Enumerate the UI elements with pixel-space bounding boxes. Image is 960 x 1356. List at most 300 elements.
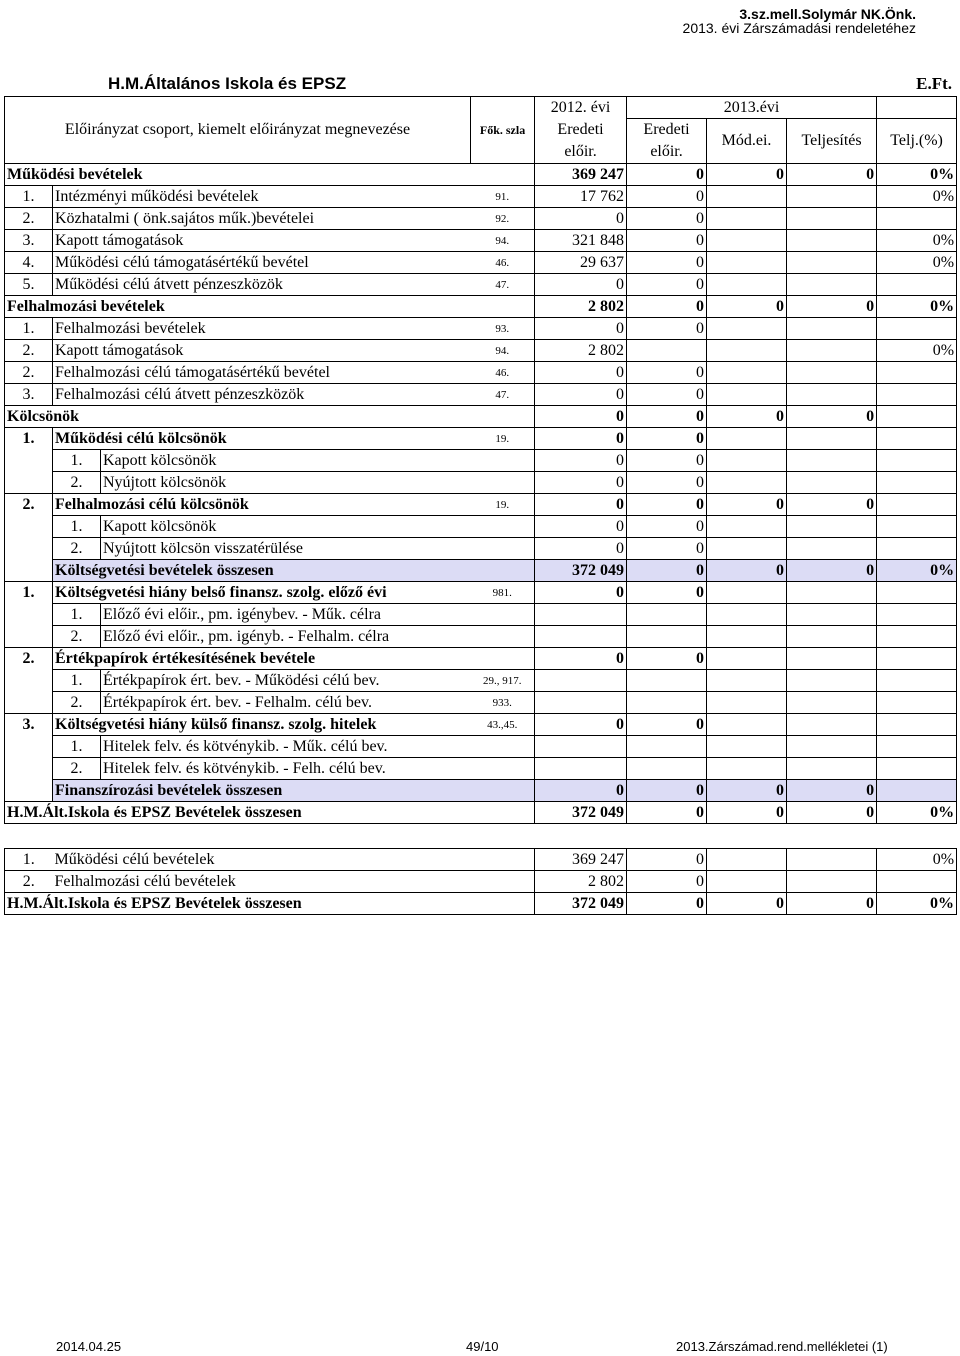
value-cell: 0: [627, 296, 707, 318]
value-cell: 0: [627, 560, 707, 582]
table-row: [5, 186, 957, 208]
value-cell: [787, 871, 877, 893]
table-row: [5, 802, 957, 824]
value-cell: 0: [787, 164, 877, 186]
row-code: 43.,45.: [471, 714, 535, 736]
row-name: Kapott kölcsönök: [101, 516, 471, 538]
value-cell: 0: [627, 516, 707, 538]
header-name: Előirányzat csoport, kiemelt előirányzat megnevezése: [5, 97, 471, 164]
value-cell: [787, 670, 877, 692]
value-cell: 0: [787, 494, 877, 516]
row-number: 1.: [5, 582, 53, 604]
row-number: 1.: [53, 516, 101, 538]
value-cell: [877, 670, 957, 692]
row-name: Felhalmozási célú átvett pénzeszközök: [53, 384, 471, 406]
value-cell: [707, 582, 787, 604]
value-cell: [707, 758, 787, 780]
value-cell: 0: [627, 780, 707, 802]
value-cell: 0%: [877, 230, 957, 252]
row-number: 2.: [5, 362, 53, 384]
row-name: Értékpapírok ért. bev. - Felhalm. célú bev.: [101, 692, 471, 714]
table-row: [5, 340, 957, 362]
row-number: 2.: [5, 871, 53, 893]
value-cell: 0: [627, 406, 707, 428]
row-number: 2.: [5, 494, 53, 516]
value-cell: [877, 384, 957, 406]
row-number: 2.: [53, 538, 101, 560]
value-cell: 0%: [877, 340, 957, 362]
value-cell: [877, 692, 957, 714]
row-name: Kapott kölcsönök: [101, 450, 471, 472]
value-cell: 0: [707, 893, 787, 915]
table-row: [5, 406, 957, 428]
value-cell: [627, 758, 707, 780]
table-row: [5, 538, 957, 560]
value-cell: 372 049: [535, 893, 627, 915]
value-cell: 0: [627, 274, 707, 296]
value-cell: 2 802: [535, 340, 627, 362]
row-name: Működési célú bevételek: [53, 849, 471, 871]
row-name: H.M.Ált.Iskola és EPSZ Bevételek összesen: [5, 893, 471, 915]
row-number: 1.: [5, 849, 53, 871]
table-row: [5, 164, 957, 186]
row-name: Hitelek felv. és kötvénykib. - Felh. célú bev.: [101, 758, 471, 780]
header-eredeti2: Eredeti előir.: [627, 119, 707, 164]
row-number: 1.: [5, 428, 53, 450]
value-cell: 0: [535, 318, 627, 340]
value-cell: [877, 582, 957, 604]
table-row: [5, 714, 957, 736]
row-number: 2.: [53, 626, 101, 648]
value-cell: 0: [707, 802, 787, 824]
row-code: 981.: [471, 582, 535, 604]
value-cell: [707, 230, 787, 252]
row-name: Értékpapírok értékesítésének bevétele: [53, 648, 471, 670]
table-row: [5, 604, 957, 626]
table-row: [5, 648, 957, 670]
row-code: [471, 871, 535, 893]
row-code: [471, 780, 535, 802]
row-number: 2.: [53, 472, 101, 494]
row-name: Felhalmozási célú bevételek: [53, 871, 471, 893]
table-row: [5, 626, 957, 648]
row-number: 3.: [5, 384, 53, 406]
table-row: [5, 494, 957, 516]
value-cell: 0: [535, 538, 627, 560]
row-number: 1.: [53, 670, 101, 692]
value-cell: [707, 252, 787, 274]
table-row: [5, 758, 957, 780]
row-code: 46.: [471, 252, 535, 274]
value-cell: 0: [535, 406, 627, 428]
table-row: [5, 472, 957, 494]
value-cell: 0: [707, 406, 787, 428]
row-code: [471, 538, 535, 560]
row-number: 2.: [53, 758, 101, 780]
row-number: 1.: [53, 450, 101, 472]
row-number: 1.: [53, 736, 101, 758]
row-code: 94.: [471, 340, 535, 362]
value-cell: [787, 758, 877, 780]
value-cell: [787, 736, 877, 758]
value-cell: [707, 692, 787, 714]
row-number: 5.: [5, 274, 53, 296]
value-cell: [787, 450, 877, 472]
value-cell: [877, 736, 957, 758]
value-cell: [535, 626, 627, 648]
value-cell: [787, 230, 877, 252]
value-cell: [877, 871, 957, 893]
value-cell: 0: [707, 164, 787, 186]
value-cell: 0: [535, 648, 627, 670]
value-cell: [877, 406, 957, 428]
value-cell: [707, 384, 787, 406]
value-cell: [707, 736, 787, 758]
value-cell: [787, 692, 877, 714]
value-cell: [787, 384, 877, 406]
value-cell: 372 049: [535, 802, 627, 824]
header-2013: 2013.évi: [627, 97, 877, 119]
row-number: 4.: [5, 252, 53, 274]
value-cell: 0: [535, 274, 627, 296]
value-cell: 0: [627, 318, 707, 340]
row-code: [471, 516, 535, 538]
row-code: [471, 472, 535, 494]
value-cell: [787, 714, 877, 736]
value-cell: 369 247: [535, 164, 627, 186]
value-cell: 0: [707, 560, 787, 582]
value-cell: 0%: [877, 893, 957, 915]
value-cell: 0: [535, 780, 627, 802]
value-cell: 0: [787, 560, 877, 582]
value-cell: [787, 340, 877, 362]
header-fok: Fők. szla: [471, 97, 535, 164]
value-cell: [877, 604, 957, 626]
value-cell: 0: [627, 230, 707, 252]
row-name: Kapott támogatások: [53, 340, 471, 362]
value-cell: [787, 582, 877, 604]
row-code: [471, 296, 535, 318]
value-cell: [877, 450, 957, 472]
row-code: 19.: [471, 428, 535, 450]
row-name: Finanszírozási bevételek összesen: [53, 780, 471, 802]
header-2012: 2012. évi: [535, 97, 627, 119]
row-code: [471, 736, 535, 758]
value-cell: [787, 849, 877, 871]
value-cell: 17 762: [535, 186, 627, 208]
value-cell: [707, 428, 787, 450]
table-row: [5, 780, 957, 802]
table-row: [5, 692, 957, 714]
value-cell: 0%: [877, 849, 957, 871]
value-cell: [877, 208, 957, 230]
row-name: Költségvetési bevételek összesen: [53, 560, 471, 582]
value-cell: [877, 472, 957, 494]
row-name: Működési célú kölcsönök: [53, 428, 471, 450]
value-cell: [707, 450, 787, 472]
row-code: [471, 802, 535, 824]
value-cell: [877, 494, 957, 516]
value-cell: [877, 318, 957, 340]
value-cell: 2 802: [535, 296, 627, 318]
value-cell: [787, 252, 877, 274]
table-row: [5, 560, 957, 582]
value-cell: 0: [787, 406, 877, 428]
value-cell: [627, 670, 707, 692]
value-cell: 0%: [877, 296, 957, 318]
document-header-line1: 3.sz.mell.Solymár NK.Önk.: [739, 6, 916, 22]
value-cell: 321 848: [535, 230, 627, 252]
value-cell: [535, 692, 627, 714]
value-cell: 0: [627, 252, 707, 274]
value-cell: 0: [707, 296, 787, 318]
row-code: 29., 917.: [471, 670, 535, 692]
row-name: Működési célú átvett pénzeszközök: [53, 274, 471, 296]
table-row: [5, 208, 957, 230]
row-name: Nyújtott kölcsönök: [101, 472, 471, 494]
row-number: 2.: [5, 648, 53, 670]
row-code: 19.: [471, 494, 535, 516]
value-cell: [787, 604, 877, 626]
value-cell: [535, 670, 627, 692]
value-cell: 0: [627, 208, 707, 230]
header-eredeti-bottom: előir.: [535, 141, 627, 164]
value-cell: 0: [787, 296, 877, 318]
value-cell: [707, 472, 787, 494]
summary-row: [5, 893, 957, 915]
row-code: [471, 758, 535, 780]
value-cell: [707, 670, 787, 692]
row-number: 1.: [53, 604, 101, 626]
table-row: [5, 362, 957, 384]
value-cell: [707, 714, 787, 736]
row-code: [471, 406, 535, 428]
row-name: Nyújtott kölcsön visszatérülése: [101, 538, 471, 560]
value-cell: [535, 758, 627, 780]
table-row: [5, 450, 957, 472]
value-cell: 0: [787, 780, 877, 802]
value-cell: [787, 648, 877, 670]
value-cell: [787, 362, 877, 384]
row-name: Kölcsönök: [5, 406, 471, 428]
value-cell: 0: [535, 472, 627, 494]
row-name: Működési célú támogatásértékű bevétel: [53, 252, 471, 274]
value-cell: 0: [627, 186, 707, 208]
value-cell: [707, 274, 787, 296]
table-row: [5, 318, 957, 340]
value-cell: 0: [535, 450, 627, 472]
value-cell: [787, 274, 877, 296]
value-cell: 29 637: [535, 252, 627, 274]
table-row: [5, 582, 957, 604]
row-code: [471, 893, 535, 915]
row-code: 47.: [471, 274, 535, 296]
value-cell: [707, 849, 787, 871]
row-number: 2.: [5, 208, 53, 230]
value-cell: 0: [535, 516, 627, 538]
value-cell: 0: [707, 780, 787, 802]
value-cell: [707, 648, 787, 670]
footer-file: 2013.Zárszámad.rend.mellékletei (1): [676, 1339, 888, 1354]
row-name: Költségvetési hiány belső finansz. szolg. előző évi: [53, 582, 471, 604]
value-cell: 0: [535, 494, 627, 516]
row-name: Felhalmozási bevételek: [53, 318, 471, 340]
value-cell: [535, 736, 627, 758]
row-number: 3.: [5, 714, 53, 736]
header-mod: Mód.ei.: [707, 119, 787, 164]
table-row: [5, 252, 957, 274]
row-code: [471, 626, 535, 648]
summary-row: [5, 871, 957, 893]
value-cell: 0: [535, 714, 627, 736]
value-cell: [877, 758, 957, 780]
value-cell: [707, 208, 787, 230]
value-cell: [707, 626, 787, 648]
header-teljp: Telj.(%): [877, 119, 957, 164]
row-code: 933.: [471, 692, 535, 714]
value-cell: 0: [627, 472, 707, 494]
summary-row: [5, 849, 957, 871]
value-cell: 0: [627, 802, 707, 824]
value-cell: 0: [787, 802, 877, 824]
row-name: Felhalmozási célú kölcsönök: [53, 494, 471, 516]
document-header-line2: 2013. évi Zárszámadási rendeletéhez: [682, 20, 916, 36]
value-cell: 0: [535, 428, 627, 450]
value-cell: [707, 340, 787, 362]
value-cell: 0: [627, 538, 707, 560]
value-cell: 0: [627, 428, 707, 450]
row-code: 93.: [471, 318, 535, 340]
value-cell: 0: [627, 849, 707, 871]
currency-unit: E.Ft.: [916, 74, 952, 93]
row-name: Előző évi előir., pm. igényb. - Felhalm. célra: [101, 626, 471, 648]
table-row: [5, 296, 957, 318]
value-cell: 0: [787, 893, 877, 915]
row-number: 1.: [5, 318, 53, 340]
value-cell: [707, 604, 787, 626]
value-cell: [707, 538, 787, 560]
value-cell: 0%: [877, 164, 957, 186]
value-cell: 0: [535, 582, 627, 604]
value-cell: 0%: [877, 802, 957, 824]
value-cell: [627, 692, 707, 714]
row-name: Intézményi működési bevételek: [53, 186, 471, 208]
value-cell: 0: [535, 362, 627, 384]
table-row: [5, 516, 957, 538]
value-cell: [787, 516, 877, 538]
row-name: H.M.Ált.Iskola és EPSZ Bevételek összesen: [5, 802, 471, 824]
row-code: [471, 648, 535, 670]
table-row: [5, 230, 957, 252]
value-cell: 0%: [877, 252, 957, 274]
row-name: Értékpapírok ért. bev. - Működési célú bev.: [101, 670, 471, 692]
value-cell: [877, 428, 957, 450]
row-name: Hitelek felv. és kötvénykib. - Műk. célú bev.: [101, 736, 471, 758]
row-code: [471, 560, 535, 582]
value-cell: [535, 604, 627, 626]
value-cell: [707, 516, 787, 538]
value-cell: 0: [627, 384, 707, 406]
row-code: [471, 450, 535, 472]
value-cell: 372 049: [535, 560, 627, 582]
value-cell: [627, 736, 707, 758]
header-eredeti-top: Eredeti: [535, 119, 627, 141]
footer-date: 2014.04.25: [56, 1339, 122, 1354]
value-cell: [787, 208, 877, 230]
value-cell: 0: [627, 582, 707, 604]
table-row: [5, 736, 957, 758]
value-cell: [877, 274, 957, 296]
value-cell: [877, 714, 957, 736]
row-code: [471, 604, 535, 626]
row-name: Felhalmozási bevételek: [5, 296, 471, 318]
value-cell: [877, 648, 957, 670]
table-row: [5, 384, 957, 406]
value-cell: [877, 516, 957, 538]
value-cell: [877, 626, 957, 648]
row-name: Közhatalmi ( önk.sajátos műk.)bevételei: [53, 208, 471, 230]
value-cell: [787, 626, 877, 648]
value-cell: 0: [707, 494, 787, 516]
row-name: Előző évi előir., pm. igénybev. - Műk. célra: [101, 604, 471, 626]
row-number: 2.: [53, 692, 101, 714]
value-cell: 0%: [877, 186, 957, 208]
table-row: [5, 670, 957, 692]
value-cell: 0: [627, 362, 707, 384]
summary-table: [4, 848, 957, 915]
row-name: Kapott támogatások: [53, 230, 471, 252]
value-cell: [707, 186, 787, 208]
value-cell: [707, 362, 787, 384]
value-cell: [787, 318, 877, 340]
value-cell: [627, 626, 707, 648]
value-cell: 0%: [877, 560, 957, 582]
header-telj: Teljesítés: [787, 119, 877, 164]
row-code: [471, 849, 535, 871]
value-cell: 0: [627, 893, 707, 915]
row-code: 46.: [471, 362, 535, 384]
value-cell: 0: [535, 208, 627, 230]
value-cell: 369 247: [535, 849, 627, 871]
row-number: 1.: [5, 186, 53, 208]
table-row: [5, 274, 957, 296]
row-name: Költségvetési hiány külső finansz. szolg. hitelek: [53, 714, 471, 736]
value-cell: [877, 780, 957, 802]
value-cell: [707, 871, 787, 893]
value-cell: [787, 186, 877, 208]
value-cell: [877, 362, 957, 384]
value-cell: 0: [535, 384, 627, 406]
value-cell: [627, 340, 707, 362]
row-code: [471, 164, 535, 186]
value-cell: 0: [627, 450, 707, 472]
table-header-row1: [5, 97, 957, 119]
row-number: 2.: [5, 340, 53, 362]
value-cell: [787, 428, 877, 450]
value-cell: 0: [627, 494, 707, 516]
value-cell: [787, 538, 877, 560]
row-code: 91.: [471, 186, 535, 208]
value-cell: 0: [627, 648, 707, 670]
value-cell: 0: [627, 164, 707, 186]
table-row: [5, 428, 957, 450]
page-title: H.M.Általános Iskola és EPSZ: [108, 74, 347, 93]
row-code: 92.: [471, 208, 535, 230]
row-name: Felhalmozási célú támogatásértékű bevétel: [53, 362, 471, 384]
value-cell: [627, 604, 707, 626]
value-cell: 0: [627, 714, 707, 736]
value-cell: [707, 318, 787, 340]
